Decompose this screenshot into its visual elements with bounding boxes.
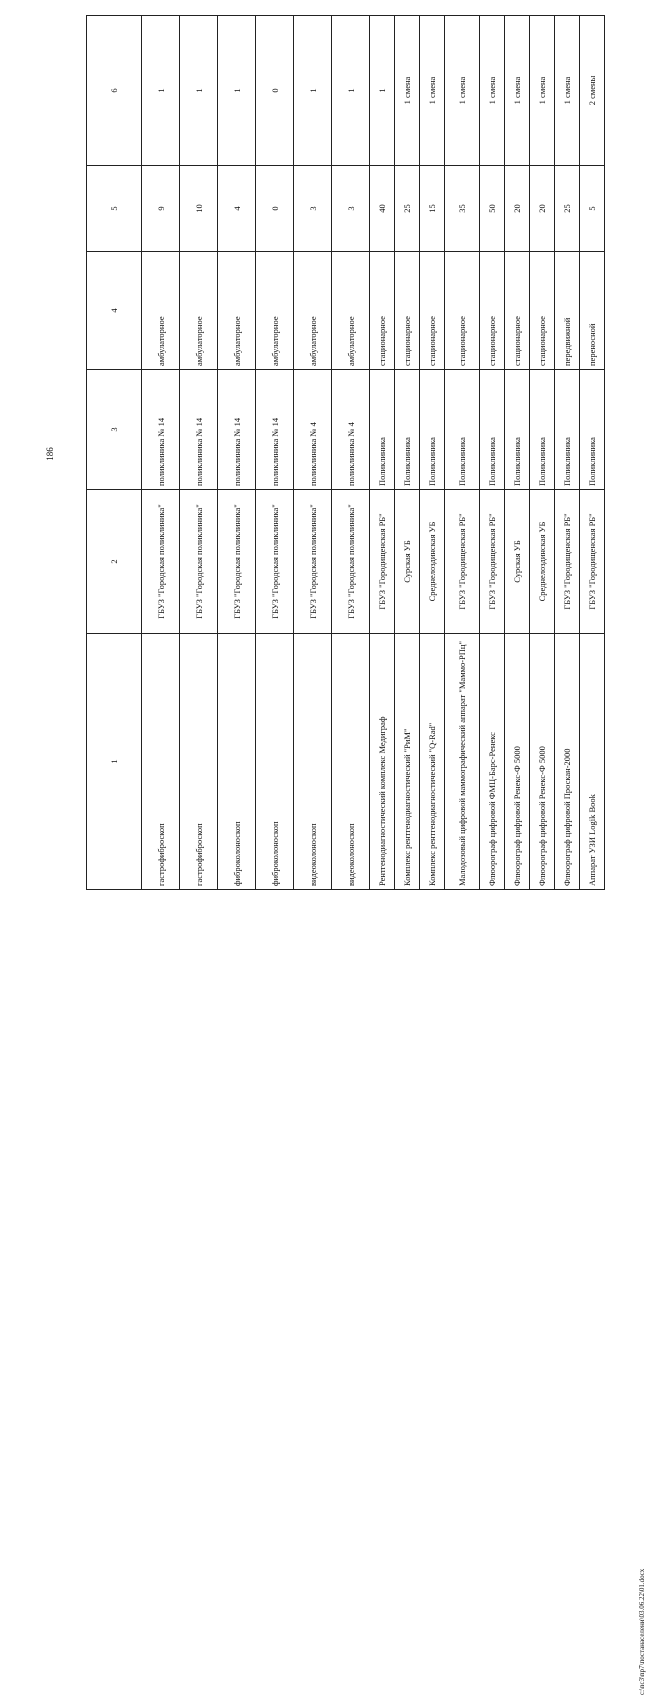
table-row <box>530 16 555 890</box>
table-cell-c2: ГБУЗ "Городская поликлиника" <box>142 490 180 634</box>
table-cell-c2: ГБУЗ "Городищенская РБ" <box>445 490 480 634</box>
table-cell-c6: 1 смена <box>395 16 420 166</box>
table-row <box>218 16 256 890</box>
table-row <box>294 16 332 890</box>
table-cell-c5: 25 <box>555 166 580 252</box>
table-cell-c3: Поликлиника <box>420 370 445 490</box>
table-cell-c5: 40 <box>370 166 395 252</box>
table-row <box>555 16 580 890</box>
table-cell-c1: гастрофиброскоп <box>142 634 180 890</box>
table-cell-c2: Сурская УБ <box>505 490 530 634</box>
table-cell-c4: амбулаторное <box>256 252 294 370</box>
table-cell-c5: 35 <box>445 166 480 252</box>
table-cell-c2: Среднелоздинская УБ <box>530 490 555 634</box>
table-cell-c2: ГБУЗ "Городская поликлиника" <box>180 490 218 634</box>
table-cell-c2: ГБУЗ "Городская поликлиника" <box>218 490 256 634</box>
table-cell-c3: поликлиника № 4 <box>332 370 370 490</box>
header-cell-5: 5 <box>87 166 142 252</box>
table-row <box>420 16 445 890</box>
table-row <box>180 16 218 890</box>
table-cell-c5: 20 <box>505 166 530 252</box>
table-cell-c4: стационарное <box>505 252 530 370</box>
table-cell-c2: ГБУЗ "Городищенская РБ" <box>370 490 395 634</box>
table-cell-c3: Поликлиника <box>370 370 395 490</box>
table-row <box>332 16 370 890</box>
header-cell-6: 6 <box>87 16 142 166</box>
table-cell-c2: ГБУЗ "Городская поликлиника" <box>332 490 370 634</box>
table-cell-c1: видеоколоноскоп <box>294 634 332 890</box>
table-cell-c1: Комплекс рентгенодиагностический "Q-Rad" <box>420 634 445 890</box>
table-cell-c6: 1 <box>332 16 370 166</box>
table-cell-c4: амбулаторное <box>218 252 256 370</box>
table-cell-c1: Флюорограф цифровой Ренекс-Ф 5000 <box>505 634 530 890</box>
table-cell-c6: 1 <box>180 16 218 166</box>
table-cell-c1: фиброколоноскоп <box>256 634 294 890</box>
table-cell-c5: 9 <box>142 166 180 252</box>
rotated-table-container <box>86 16 611 890</box>
table-cell-c4: стационарное <box>370 252 395 370</box>
table-cell-c4: амбулаторное <box>332 252 370 370</box>
table-row <box>256 16 294 890</box>
table-cell-c3: поликлиника № 14 <box>142 370 180 490</box>
table-cell-c4: амбулаторное <box>142 252 180 370</box>
table-row <box>142 16 180 890</box>
table-cell-c6: 1 смена <box>420 16 445 166</box>
table-cell-c3: Поликлиника <box>530 370 555 490</box>
table-cell-c4: амбулаторное <box>180 252 218 370</box>
table-cell-c1: Флюорограф цифровой Ренекс-Ф 5000 <box>530 634 555 890</box>
table-row <box>580 16 605 890</box>
table-cell-c6: 1 смена <box>555 16 580 166</box>
table-cell-c5: 25 <box>395 166 420 252</box>
header-cell-2: 2 <box>87 490 142 634</box>
table-cell-c6: 1 смена <box>445 16 480 166</box>
table-cell-c3: поликлиника № 14 <box>218 370 256 490</box>
table-cell-c2: Среднелоздинская УБ <box>420 490 445 634</box>
table-cell-c1: Флюорограф цифровой Проскан-2000 <box>555 634 580 890</box>
table-cell-c5: 0 <box>256 166 294 252</box>
table-cell-c1: видеоколоноскоп <box>332 634 370 890</box>
table-cell-c4: стационарное <box>395 252 420 370</box>
table-cell-c2: ГБУЗ "Городищенская РБ" <box>480 490 505 634</box>
table-row <box>505 16 530 890</box>
footer-path: c:\nс3\np7\постанаселени\03.06.22\01.docx <box>638 1568 646 1695</box>
table-cell-c2: ГБУЗ "Городищенская РБ" <box>555 490 580 634</box>
table-cell-c4: передвижной <box>555 252 580 370</box>
table-row <box>395 16 420 890</box>
table-cell-c1: Комплекс рентгенодиагностический "РиМ" <box>395 634 420 890</box>
table-cell-c4: стационарное <box>530 252 555 370</box>
table-cell-c3: поликлиника № 4 <box>294 370 332 490</box>
table-cell-c3: Поликлиника <box>580 370 605 490</box>
table-cell-c3: Поликлиника <box>445 370 480 490</box>
table-cell-c4: амбулаторное <box>294 252 332 370</box>
table-cell-c3: Поликлиника <box>480 370 505 490</box>
table-cell-c6: 1 смена <box>530 16 555 166</box>
table-cell-c2: ГБУЗ "Городищенская РБ" <box>580 490 605 634</box>
table-cell-c6: 0 <box>256 16 294 166</box>
table-cell-c6: 1 <box>294 16 332 166</box>
table-cell-c4: стационарное <box>480 252 505 370</box>
table-cell-c6: 1 смена <box>480 16 505 166</box>
table-header-row <box>87 16 142 890</box>
table-cell-c6: 1 <box>142 16 180 166</box>
table-cell-c3: Поликлиника <box>555 370 580 490</box>
page-number: 186 <box>45 447 55 461</box>
table-cell-c1: Рентгенодиагностический комплекс Медиграф <box>370 634 395 890</box>
table-cell-c2: Сурская УБ <box>395 490 420 634</box>
table-cell-c6: 1 смена <box>505 16 530 166</box>
table-cell-c1: фиброколоноскоп <box>218 634 256 890</box>
table-cell-c5: 3 <box>294 166 332 252</box>
table-row <box>480 16 505 890</box>
table-cell-c1: гастрофиброскоп <box>180 634 218 890</box>
table-cell-c6: 2 смены <box>580 16 605 166</box>
equipment-table <box>86 15 605 890</box>
table-row <box>370 16 395 890</box>
table-cell-c5: 5 <box>580 166 605 252</box>
table-cell-c4: стационарное <box>420 252 445 370</box>
table-cell-c3: поликлиника № 14 <box>180 370 218 490</box>
header-cell-1: 1 <box>87 634 142 890</box>
table-cell-c6: 1 <box>218 16 256 166</box>
table-cell-c5: 10 <box>180 166 218 252</box>
header-cell-3: 3 <box>87 370 142 490</box>
table-cell-c3: Поликлиника <box>395 370 420 490</box>
table-cell-c5: 15 <box>420 166 445 252</box>
table-cell-c4: переносной <box>580 252 605 370</box>
header-cell-4: 4 <box>87 252 142 370</box>
table-cell-c5: 50 <box>480 166 505 252</box>
table-cell-c4: стационарное <box>445 252 480 370</box>
table-row <box>445 16 480 890</box>
table-cell-c5: 20 <box>530 166 555 252</box>
table-cell-c2: ГБУЗ "Городская поликлиника" <box>256 490 294 634</box>
table-cell-c1: Флюорограф цифровой ФМЦ-Барс-Ренекс <box>480 634 505 890</box>
table-cell-c6: 1 <box>370 16 395 166</box>
table-cell-c1: Малодозовый цифровой маммографический аппарат "Маммо-РПц" <box>445 634 480 890</box>
table-cell-c3: Поликлиника <box>505 370 530 490</box>
table-cell-c2: ГБУЗ "Городская поликлиника" <box>294 490 332 634</box>
table-cell-c3: поликлиника № 14 <box>256 370 294 490</box>
table-cell-c1: Аппарат УЗИ Logik Book <box>580 634 605 890</box>
table-cell-c5: 3 <box>332 166 370 252</box>
table-cell-c5: 4 <box>218 166 256 252</box>
